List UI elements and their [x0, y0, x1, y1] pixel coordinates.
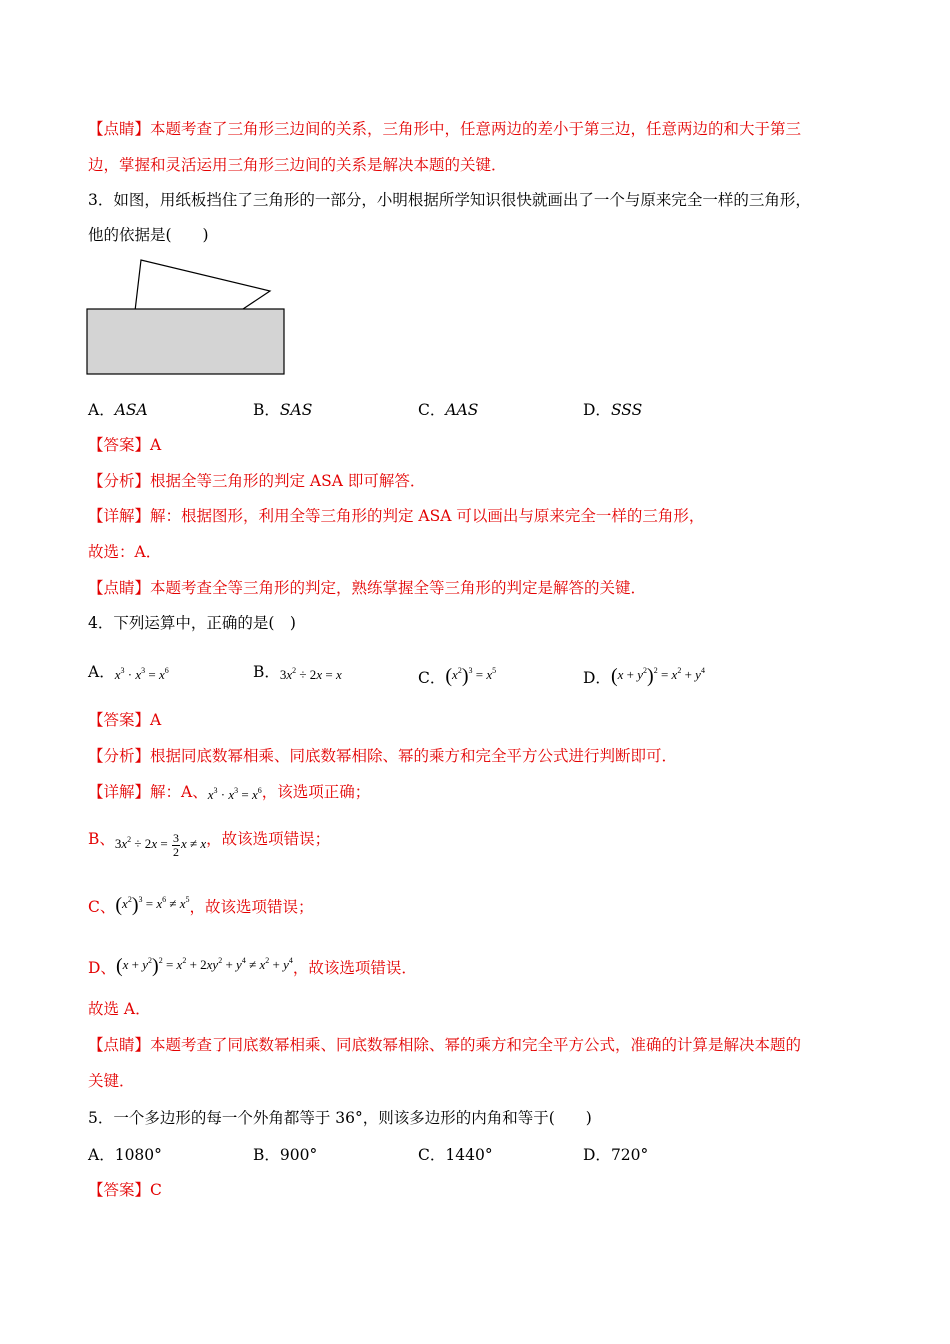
q3-option-c[interactable]: C．AAS: [418, 401, 479, 419]
q4-conclusion: 故选 A．: [88, 1000, 151, 1018]
q4-option-a[interactable]: A．$x^3 \cdot x^3 = x^6$: [88, 660, 169, 686]
q4-detail-c-formula: $(x^2)^3 = x^6 \ne x^5$: [115, 894, 190, 916]
q3-stem-line2: 他的依据是( ): [88, 226, 209, 244]
triangle-outline: [135, 260, 270, 311]
tip-q2-line2: 边，掌握和灵活运用三角形三边间的关系是解决本题的关键．: [88, 156, 507, 174]
q3-analysis: 【分析】根据全等三角形的判定 ASA 即可解答．: [88, 472, 426, 490]
q5-answer: 【答案】C: [88, 1181, 162, 1199]
q3-option-b[interactable]: B．SAS: [253, 401, 313, 419]
q4-detail-b-formula: $3x^2 \div 2x$ = $\frac{3}{2}$ x ≠ x: [114, 830, 207, 859]
q4-option-b[interactable]: B．$3x^2 \div 2x = x$: [253, 660, 342, 686]
q3-stem-line1: 3．如图，用纸板挡住了三角形的一部分，小明根据所学知识很快就画出了一个与原来完全一样的三角形，: [88, 191, 811, 209]
cardboard-cover: [87, 309, 284, 374]
q4-tip-line2: 关键．: [88, 1072, 135, 1090]
q4-option-b-formula: $3x^2 \div 2x = x$: [279, 666, 342, 682]
q3-tip: 【点睛】本题考查全等三角形的判定，熟练掌握全等三角形的判定是解答的关键．: [88, 579, 647, 597]
q5-option-a[interactable]: A．1080°: [88, 1146, 162, 1164]
q4-detail-d: D、$(x + y^2)^2 = x^2 + 2xy^2 + y^4 \ne x^2 + y^4$，故该选项错误．: [88, 950, 417, 979]
q4-option-c-formula: $(x^2)^3 = x^5$: [445, 665, 497, 687]
q4-detail-a: 【详解】解：A、$x^3 \cdot x^3 = x^6$，该选项正确；: [88, 780, 370, 806]
q3-option-a[interactable]: A．ASA: [88, 401, 148, 419]
q5-option-b[interactable]: B．900°: [253, 1146, 318, 1164]
q4-option-a-formula: $x^3 \cdot x^3 = x^6$: [114, 666, 169, 682]
tip-q2-line1: 【点睛】本题考查了三角形三边间的关系，三角形中，任意两边的差小于第三边，任意两边的和大于第三: [88, 120, 802, 138]
q5-option-d[interactable]: D．720°: [583, 1146, 649, 1164]
q3-figure: [85, 256, 290, 378]
q4-option-d[interactable]: D．$(x + y^2)^2 = x^2 + y^4$: [583, 660, 705, 689]
q3-detail: 【详解】解：根据图形，利用全等三角形的判定 ASA 可以画出与原来完全一样的三角形，: [88, 507, 705, 525]
q4-option-c[interactable]: C．$(x^2)^3 = x^5$: [418, 660, 496, 689]
q5-option-c[interactable]: C．1440°: [418, 1146, 493, 1164]
q4-detail-b: B、$3x^2 \div 2x$ = $\frac{3}{2}$ x ≠ x，故该选项错误；: [88, 830, 331, 859]
q4-stem: 4．下列运算中，正确的是( ): [88, 614, 296, 632]
q4-analysis: 【分析】根据同底数幂相乘、同底数幂相除、幂的乘方和完全平方公式进行判断即可．: [88, 747, 678, 765]
q4-tip-line1: 【点睛】本题考查了同底数幂相乘、同底数幂相除、幂的乘方和完全平方公式，准确的计算是解决本题的: [88, 1036, 802, 1054]
q3-conclusion: 故选：A．: [88, 543, 162, 561]
q4-option-d-formula: $(x + y^2)^2 = x^2 + y^4$: [610, 665, 705, 687]
q4-answer: 【答案】A: [88, 711, 162, 729]
q5-stem: 5．一个多边形的每一个外角都等于 36°，则该多边形的内角和等于( ): [88, 1109, 592, 1127]
q3-option-d[interactable]: D．SSS: [583, 401, 643, 419]
q3-answer: 【答案】A: [88, 436, 162, 454]
q4-detail-a-formula: $x^3 \cdot x^3 = x^6$: [207, 786, 262, 802]
q4-detail-c: C、$(x^2)^3 = x^6 \ne x^5$，故该选项错误；: [88, 889, 314, 918]
q4-detail-d-formula: $(x + y^2)^2 = x^2 + 2xy^2 + y^4 \ne x^2 + y^4$: [115, 955, 293, 977]
